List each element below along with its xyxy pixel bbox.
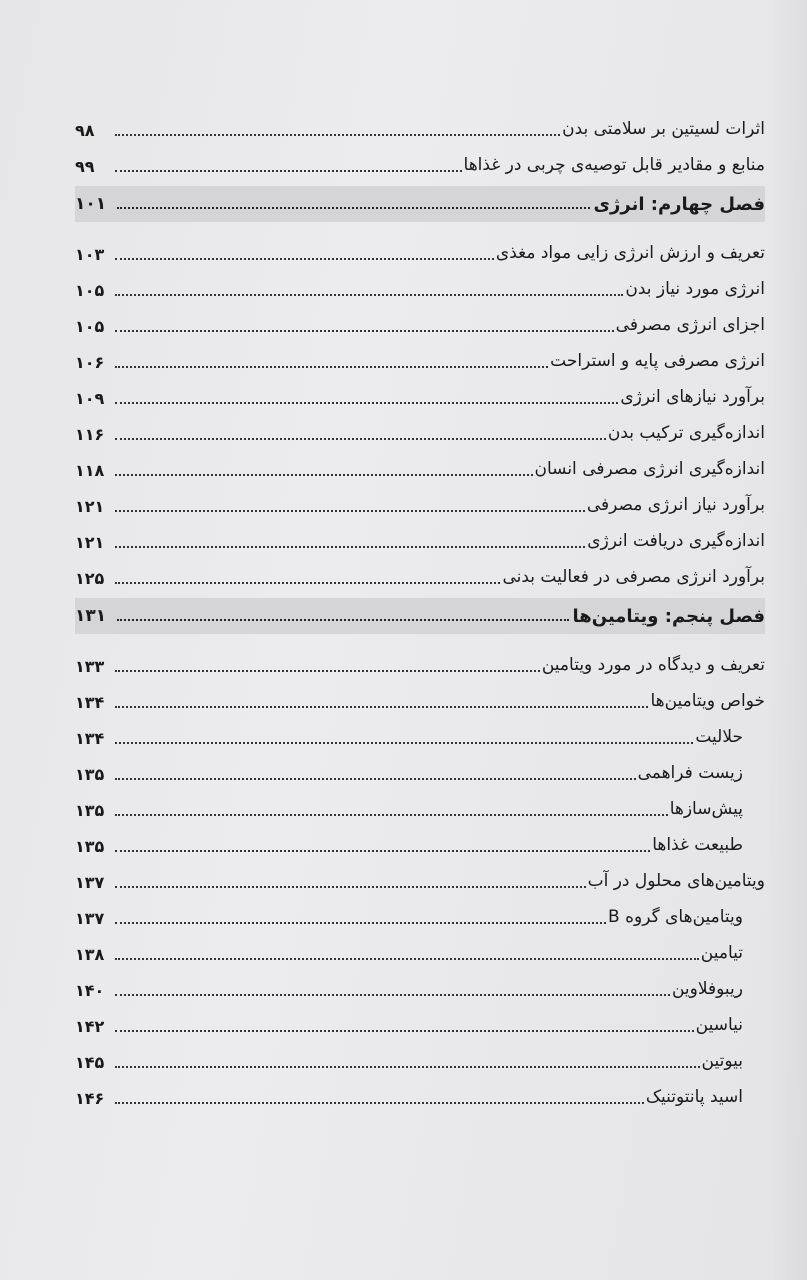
toc-page-number: ۹۹ xyxy=(75,157,95,176)
toc-entry-title: اجزای انرژی مصرفی xyxy=(615,315,765,335)
toc-entry xyxy=(75,644,765,680)
toc-page-number: ۱۲۱ xyxy=(75,533,105,552)
toc-entry xyxy=(75,752,765,788)
toc-entry xyxy=(75,448,765,484)
toc-entry-title: اثرات لسیتین بر سلامتی بدن xyxy=(562,119,765,139)
toc-page-number: ۱۰۱ xyxy=(75,194,107,214)
toc-entry xyxy=(75,144,765,180)
toc-entry-title: بیوتین xyxy=(701,1051,743,1071)
toc-page-number: ۱۴۵ xyxy=(75,1053,105,1072)
toc-page-number: ۱۳۵ xyxy=(75,765,105,784)
toc-entry xyxy=(75,484,765,520)
table-of-contents xyxy=(75,108,765,1112)
toc-page-number: ۱۳۱ xyxy=(75,606,107,626)
toc-page-number: ۱۱۸ xyxy=(75,461,105,480)
dot-leader xyxy=(115,994,670,996)
toc-page-number: ۹۸ xyxy=(75,121,95,140)
toc-entry xyxy=(75,1040,765,1076)
dot-leader xyxy=(115,958,699,960)
toc-entry-title: انرژی مورد نیاز بدن xyxy=(625,279,765,299)
toc-chapter-heading xyxy=(75,598,765,634)
toc-entry-title: طبیعت غذاها xyxy=(652,835,743,855)
toc-entry xyxy=(75,788,765,824)
toc-entry-title: اندازه‌گیری انرژی مصرفی انسان xyxy=(534,459,765,479)
toc-page-number: ۱۲۱ xyxy=(75,497,105,516)
toc-page-number: ۱۰۵ xyxy=(75,281,105,300)
toc-entry xyxy=(75,932,765,968)
toc-entry xyxy=(75,556,765,592)
dot-leader xyxy=(115,258,494,260)
toc-entry-title: فصل چهارم: انرژی xyxy=(593,193,765,215)
toc-entry xyxy=(75,716,765,752)
toc-entry xyxy=(75,376,765,412)
toc-entry xyxy=(75,304,765,340)
toc-entry xyxy=(75,680,765,716)
toc-page-number: ۱۳۳ xyxy=(75,657,105,676)
toc-page-number: ۱۰۳ xyxy=(75,245,105,264)
toc-entry-title: حلالیت xyxy=(695,727,743,747)
toc-page-number: ۱۰۵ xyxy=(75,317,105,336)
toc-entry-title: برآورد نیاز انرژی مصرفی xyxy=(586,495,765,515)
dot-leader xyxy=(115,922,606,924)
toc-entry-title: اسید پانتوتنیک xyxy=(645,1087,743,1107)
toc-entry-title: نیاسین xyxy=(695,1015,743,1035)
dot-leader xyxy=(115,1066,700,1068)
toc-entry-title: برآورد انرژی مصرفی در فعالیت بدنی xyxy=(502,567,765,587)
toc-entry-title: تعریف و دیدگاه در مورد ویتامین xyxy=(541,655,765,675)
dot-leader xyxy=(117,619,569,621)
dot-leader xyxy=(115,670,540,672)
toc-entry-title: انرژی مصرفی پایه و استراحت xyxy=(550,351,765,371)
dot-leader xyxy=(115,582,500,584)
dot-leader xyxy=(115,814,668,816)
toc-page-number: ۱۰۶ xyxy=(75,353,105,372)
toc-entry-title: برآورد نیازهای انرژی xyxy=(620,387,765,407)
dot-leader xyxy=(115,474,533,476)
dot-leader xyxy=(115,170,462,172)
toc-page-number: ۱۳۴ xyxy=(75,729,105,748)
dot-leader xyxy=(115,366,548,368)
toc-entry-title: ریبوفلاوین xyxy=(671,979,743,999)
dot-leader xyxy=(117,207,590,209)
toc-page-number: ۱۳۷ xyxy=(75,909,105,928)
toc-entry-title: تیامین xyxy=(700,943,743,963)
dot-leader xyxy=(115,510,585,512)
dot-leader xyxy=(115,850,650,852)
toc-page-number: ۱۴۶ xyxy=(75,1089,105,1108)
toc-entry-title: ویتامین‌های گروه B xyxy=(608,907,743,927)
dot-leader xyxy=(115,778,636,780)
toc-entry xyxy=(75,412,765,448)
toc-page-number: ۱۲۵ xyxy=(75,569,105,588)
toc-entry-title: پیش‌سازها xyxy=(669,799,743,819)
toc-page-number: ۱۱۶ xyxy=(75,425,105,444)
dot-leader xyxy=(115,742,693,744)
toc-page-number: ۱۳۷ xyxy=(75,873,105,892)
toc-entry xyxy=(75,968,765,1004)
toc-entry xyxy=(75,340,765,376)
dot-leader xyxy=(115,1030,694,1032)
toc-page-number: ۱۳۴ xyxy=(75,693,105,712)
toc-entry-title: زیست فراهمی xyxy=(637,763,743,783)
toc-entry-title: اندازه‌گیری ترکیب بدن xyxy=(607,423,765,443)
toc-entry-title: اندازه‌گیری دریافت انرژی xyxy=(587,531,765,551)
dot-leader xyxy=(115,134,560,136)
toc-page-number: ۱۳۸ xyxy=(75,945,105,964)
toc-page-number: ۱۳۵ xyxy=(75,837,105,856)
dot-leader xyxy=(115,402,618,404)
toc-entry-title: ویتامین‌های محلول در آب xyxy=(587,871,765,891)
toc-entry xyxy=(75,268,765,304)
toc-chapter-heading xyxy=(75,186,765,222)
dot-leader xyxy=(115,294,623,296)
toc-entry-title: تعریف و ارزش انرژی زایی مواد مغذی xyxy=(495,243,765,263)
toc-page-number: ۱۳۵ xyxy=(75,801,105,820)
toc-entry xyxy=(75,824,765,860)
dot-leader xyxy=(115,546,585,548)
toc-entry xyxy=(75,232,765,268)
page-edge-shadow xyxy=(767,0,807,1280)
dot-leader xyxy=(115,886,586,888)
toc-page-number: ۱۴۰ xyxy=(75,981,105,1000)
toc-page-number: ۱۴۲ xyxy=(75,1017,105,1036)
toc-entry xyxy=(75,860,765,896)
toc-entry-title: منابع و مقادیر قابل توصیه‌ی چربی در غذاها xyxy=(463,155,765,175)
toc-entry xyxy=(75,896,765,932)
dot-leader xyxy=(115,330,614,332)
dot-leader xyxy=(115,706,648,708)
toc-page-number: ۱۰۹ xyxy=(75,389,105,408)
dot-leader xyxy=(115,438,606,440)
toc-entry xyxy=(75,108,765,144)
toc-entry xyxy=(75,1076,765,1112)
toc-entry-title: فصل پنجم: ویتامین‌ها xyxy=(572,605,765,627)
toc-entry xyxy=(75,520,765,556)
dot-leader xyxy=(115,1102,644,1104)
toc-entry-title: خواص ویتامین‌ها xyxy=(650,691,765,711)
toc-entry xyxy=(75,1004,765,1040)
